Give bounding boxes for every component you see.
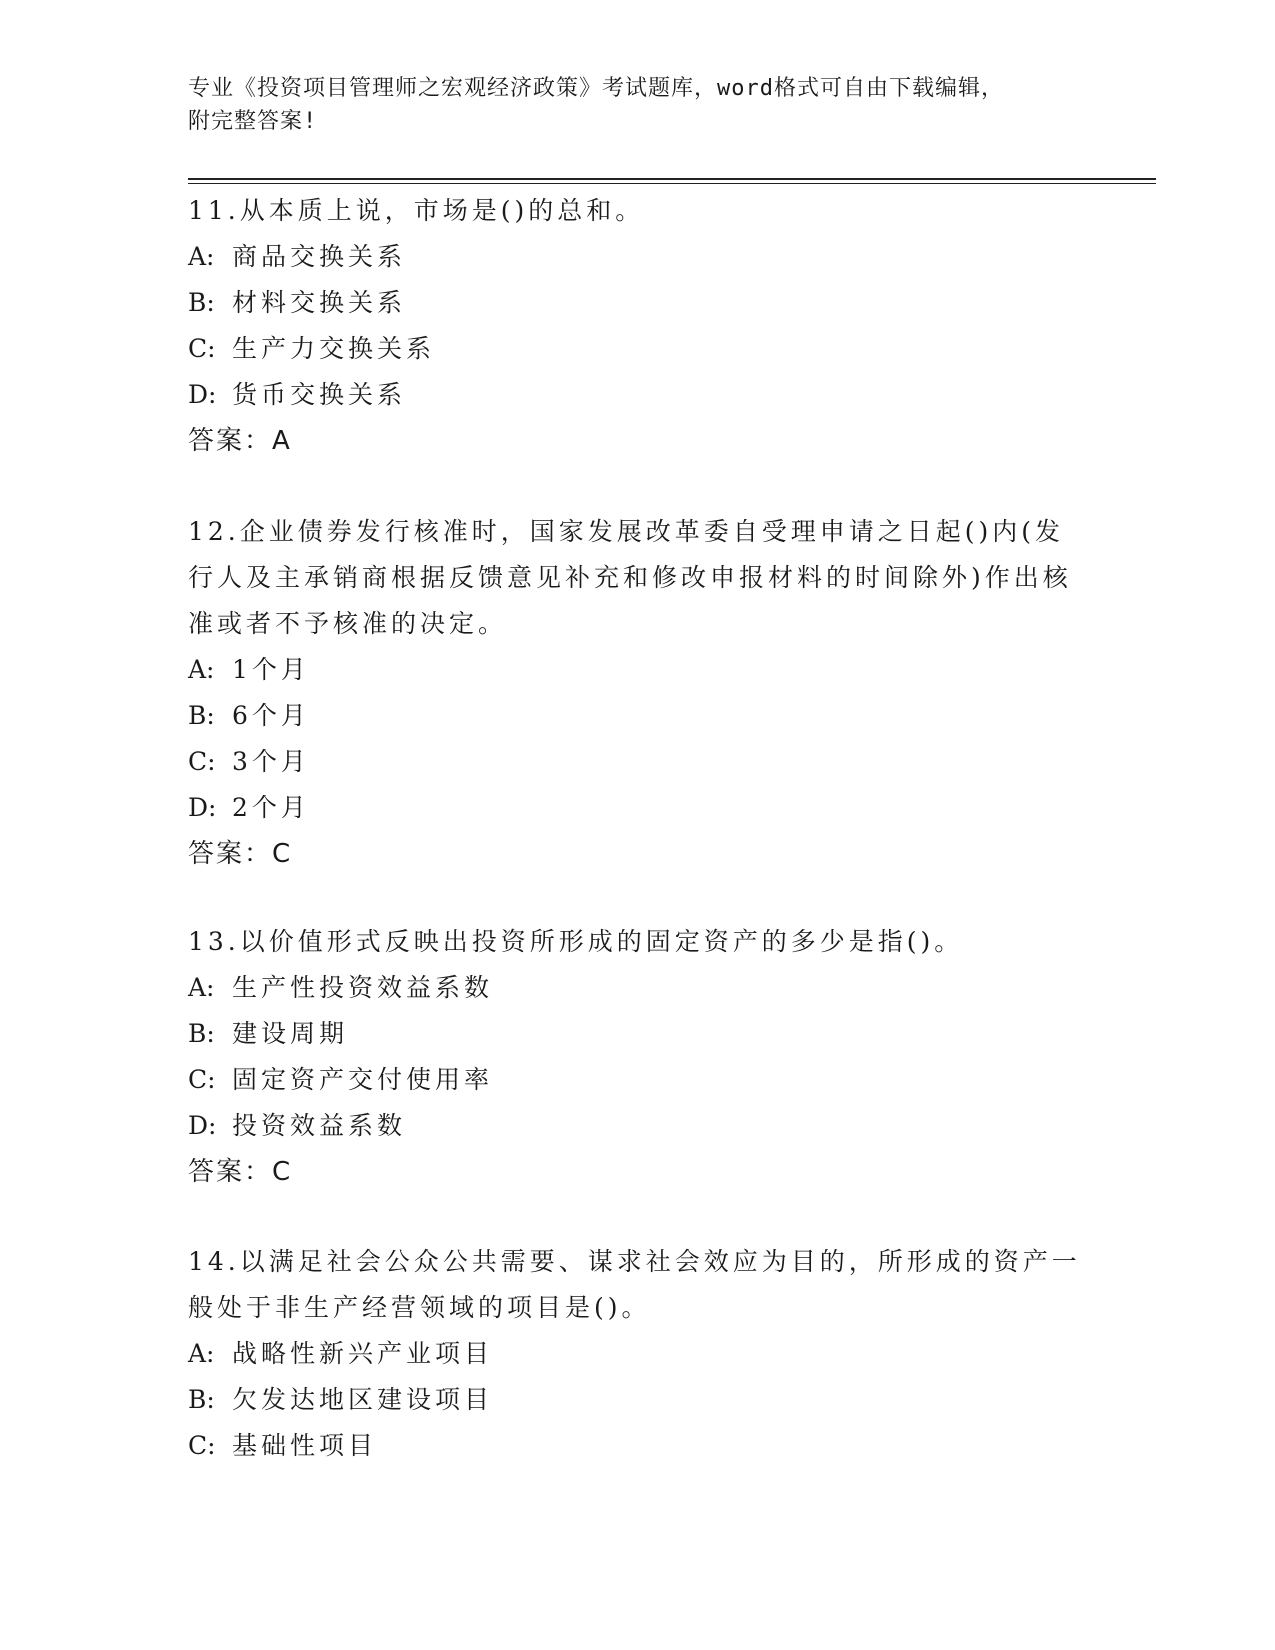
header-line-1: 专业《投资项目管理师之宏观经济政策》考试题库，word格式可自由下载编辑， [188, 76, 1004, 101]
option-text: 1个月 [232, 655, 310, 684]
option-text: 2个月 [232, 793, 310, 822]
option-c [188, 739, 1088, 785]
option-a [188, 1331, 1088, 1377]
question-stem: 14.以满足社会公众公共需要、谋求社会效应为目的，所形成的资产一般处于非生产经营领域的项目是()。 [188, 1247, 1081, 1322]
option-label: C: [188, 747, 216, 776]
option-label: B: [188, 1019, 215, 1048]
option-a [188, 234, 1088, 280]
question-stem: 12.企业债券发行核准时，国家发展改革委自受理申请之日起()内(发行人及主承销商根据反馈意见补充和修改申报材料的时间除外)作出核准或者不予核准的决定。 [188, 517, 1072, 638]
question-11 [188, 188, 1088, 464]
question-stem: 13.以价值形式反映出投资所形成的固定资产的多少是指()。 [188, 927, 964, 956]
option-label: C: [188, 334, 216, 363]
option-text: 生产力交换关系 [232, 334, 436, 363]
option-c [188, 1423, 1088, 1469]
option-text: 建设周期 [232, 1019, 349, 1048]
answer: 答案：C [188, 1157, 293, 1187]
answer: 答案：C [188, 839, 293, 869]
option-text: 基础性项目 [232, 1431, 378, 1460]
document-header [188, 72, 1088, 138]
option-b [188, 1377, 1088, 1423]
header-divider-thick [188, 178, 1156, 180]
option-text: 战略性新兴产业项目 [232, 1339, 494, 1368]
option-text: 货币交换关系 [232, 380, 407, 409]
option-label: A: [188, 1339, 215, 1368]
option-label: B: [188, 1385, 215, 1414]
question-14 [188, 1239, 1088, 1469]
option-text: 3个月 [232, 747, 310, 776]
option-c [188, 1057, 1088, 1103]
option-label: B: [188, 288, 215, 317]
option-label: A: [188, 242, 215, 271]
question-13 [188, 919, 1088, 1195]
option-label: C: [188, 1431, 216, 1460]
option-label: A: [188, 973, 215, 1002]
option-label: D: [188, 1111, 217, 1140]
option-d [188, 785, 1088, 831]
option-text: 生产性投资效益系数 [232, 973, 494, 1002]
option-d [188, 372, 1088, 418]
option-text: 材料交换关系 [232, 288, 407, 317]
option-a [188, 647, 1088, 693]
option-label: D: [188, 380, 217, 409]
option-b [188, 1011, 1088, 1057]
option-b [188, 280, 1088, 326]
header-line-2: 附完整答案! [188, 109, 318, 134]
option-text: 投资效益系数 [232, 1111, 407, 1140]
option-text: 6个月 [232, 701, 310, 730]
option-label: C: [188, 1065, 216, 1094]
option-a [188, 965, 1088, 1011]
option-b [188, 693, 1088, 739]
option-text: 固定资产交付使用率 [232, 1065, 494, 1094]
option-label: A: [188, 655, 215, 684]
option-c [188, 326, 1088, 372]
option-text: 欠发达地区建设项目 [232, 1385, 494, 1414]
question-stem: 11.从本质上说，市场是()的总和。 [188, 196, 645, 225]
option-label: D: [188, 793, 217, 822]
header-divider-thin [188, 183, 1156, 184]
option-label: B: [188, 701, 215, 730]
question-12 [188, 509, 1088, 877]
option-text: 商品交换关系 [232, 242, 407, 271]
option-d [188, 1103, 1088, 1149]
answer: 答案：A [188, 426, 292, 456]
